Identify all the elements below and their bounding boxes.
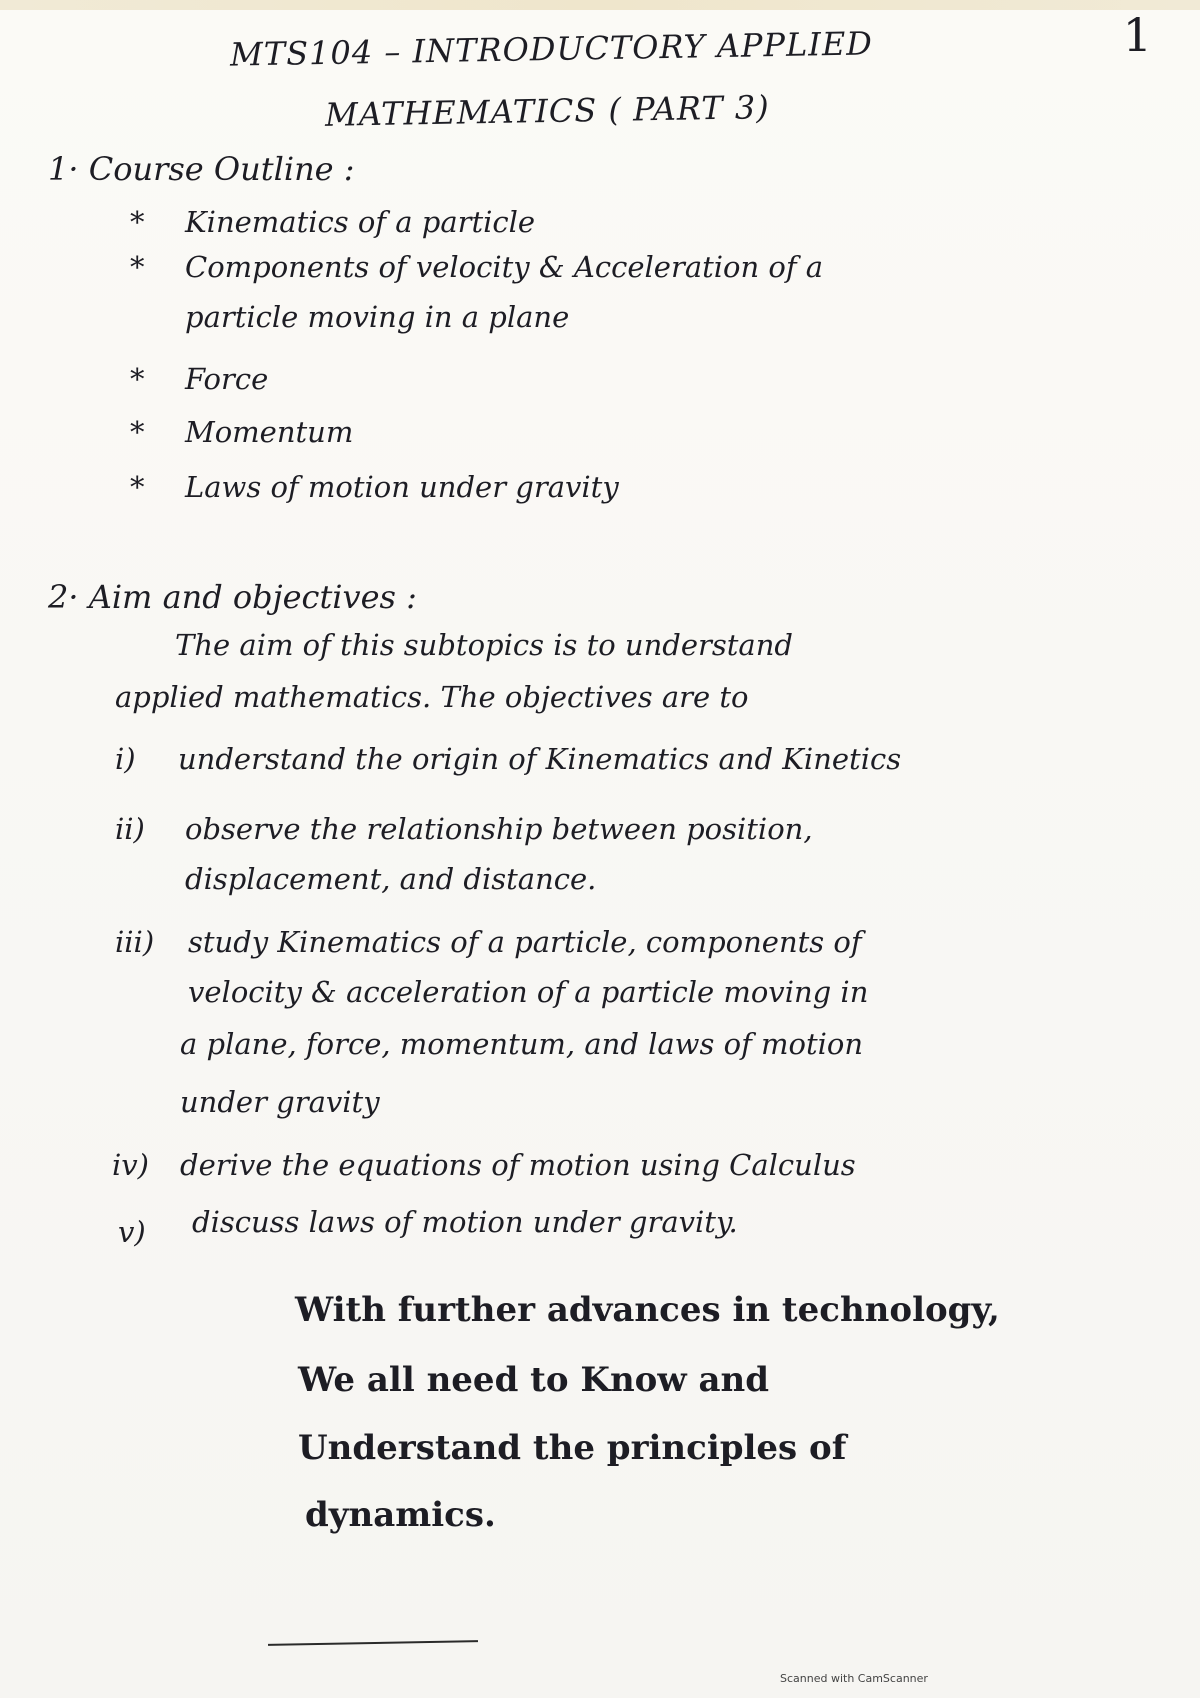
objective-line: a plane, force, momentum, and laws of motion: [180, 1027, 864, 1061]
objective-number: iv): [112, 1148, 149, 1182]
hand-drawn-rule: [268, 1640, 478, 1646]
outline-bullet: [130, 362, 268, 396]
outline-item-continuation: particle moving in a plane: [185, 300, 570, 334]
objective-line: derive the equations of motion using Calculus: [180, 1148, 856, 1182]
outline-item: Force: [185, 362, 269, 396]
objective-line: discuss laws of motion under gravity.: [192, 1205, 738, 1239]
objective-line: study Kinematics of a particle, components of: [188, 925, 862, 959]
bullet-star-icon: *: [130, 470, 145, 504]
page-number: 1: [1122, 8, 1152, 62]
outline-item: Momentum: [185, 415, 354, 449]
bullet-star-icon: *: [130, 362, 145, 396]
closing-line: We all need to Know and: [298, 1360, 769, 1400]
scan-edge-band: [0, 0, 1200, 10]
section-1-heading: 1· Course Outline :: [48, 150, 355, 188]
outline-item: Kinematics of a particle: [185, 205, 536, 239]
section-2-heading: 2· Aim and objectives :: [48, 578, 417, 616]
outline-bullet: [130, 415, 353, 449]
outline-bullet: [130, 250, 823, 284]
closing-line: dynamics.: [305, 1495, 496, 1535]
aim-text-line: applied mathematics. The objectives are to: [115, 680, 749, 714]
objective-line: velocity & acceleration of a particle moving in: [188, 975, 869, 1009]
objective-line: understand the origin of Kinematics and Kinetics: [178, 742, 902, 776]
closing-line: Understand the principles of: [298, 1428, 847, 1468]
outline-item: Components of velocity & Acceleration of a: [185, 250, 824, 284]
bullet-star-icon: *: [130, 205, 145, 239]
objective-number: iii): [115, 925, 155, 959]
outline-bullet: [130, 205, 535, 239]
bullet-star-icon: *: [130, 250, 145, 284]
objective-line: under gravity: [180, 1085, 380, 1119]
outline-bullet: [130, 470, 619, 504]
objective-line: displacement, and distance.: [185, 862, 597, 896]
title-line-1: MTS104 – INTRODUCTORY APPLIED: [229, 24, 874, 74]
bullet-star-icon: *: [130, 415, 145, 449]
objective-number: ii): [115, 812, 145, 846]
title-line-2: MATHEMATICS ( PART 3): [324, 88, 770, 134]
objective-number: v): [118, 1215, 146, 1249]
objective-number: i): [115, 742, 136, 776]
outline-item: Laws of motion under gravity: [185, 470, 619, 504]
objective-line: observe the relationship between position,: [185, 812, 813, 846]
closing-line: With further advances in technology,: [295, 1290, 1000, 1330]
aim-text-line: The aim of this subtopics is to understand: [175, 628, 793, 662]
scanner-watermark: Scanned with CamScanner: [780, 1672, 928, 1685]
